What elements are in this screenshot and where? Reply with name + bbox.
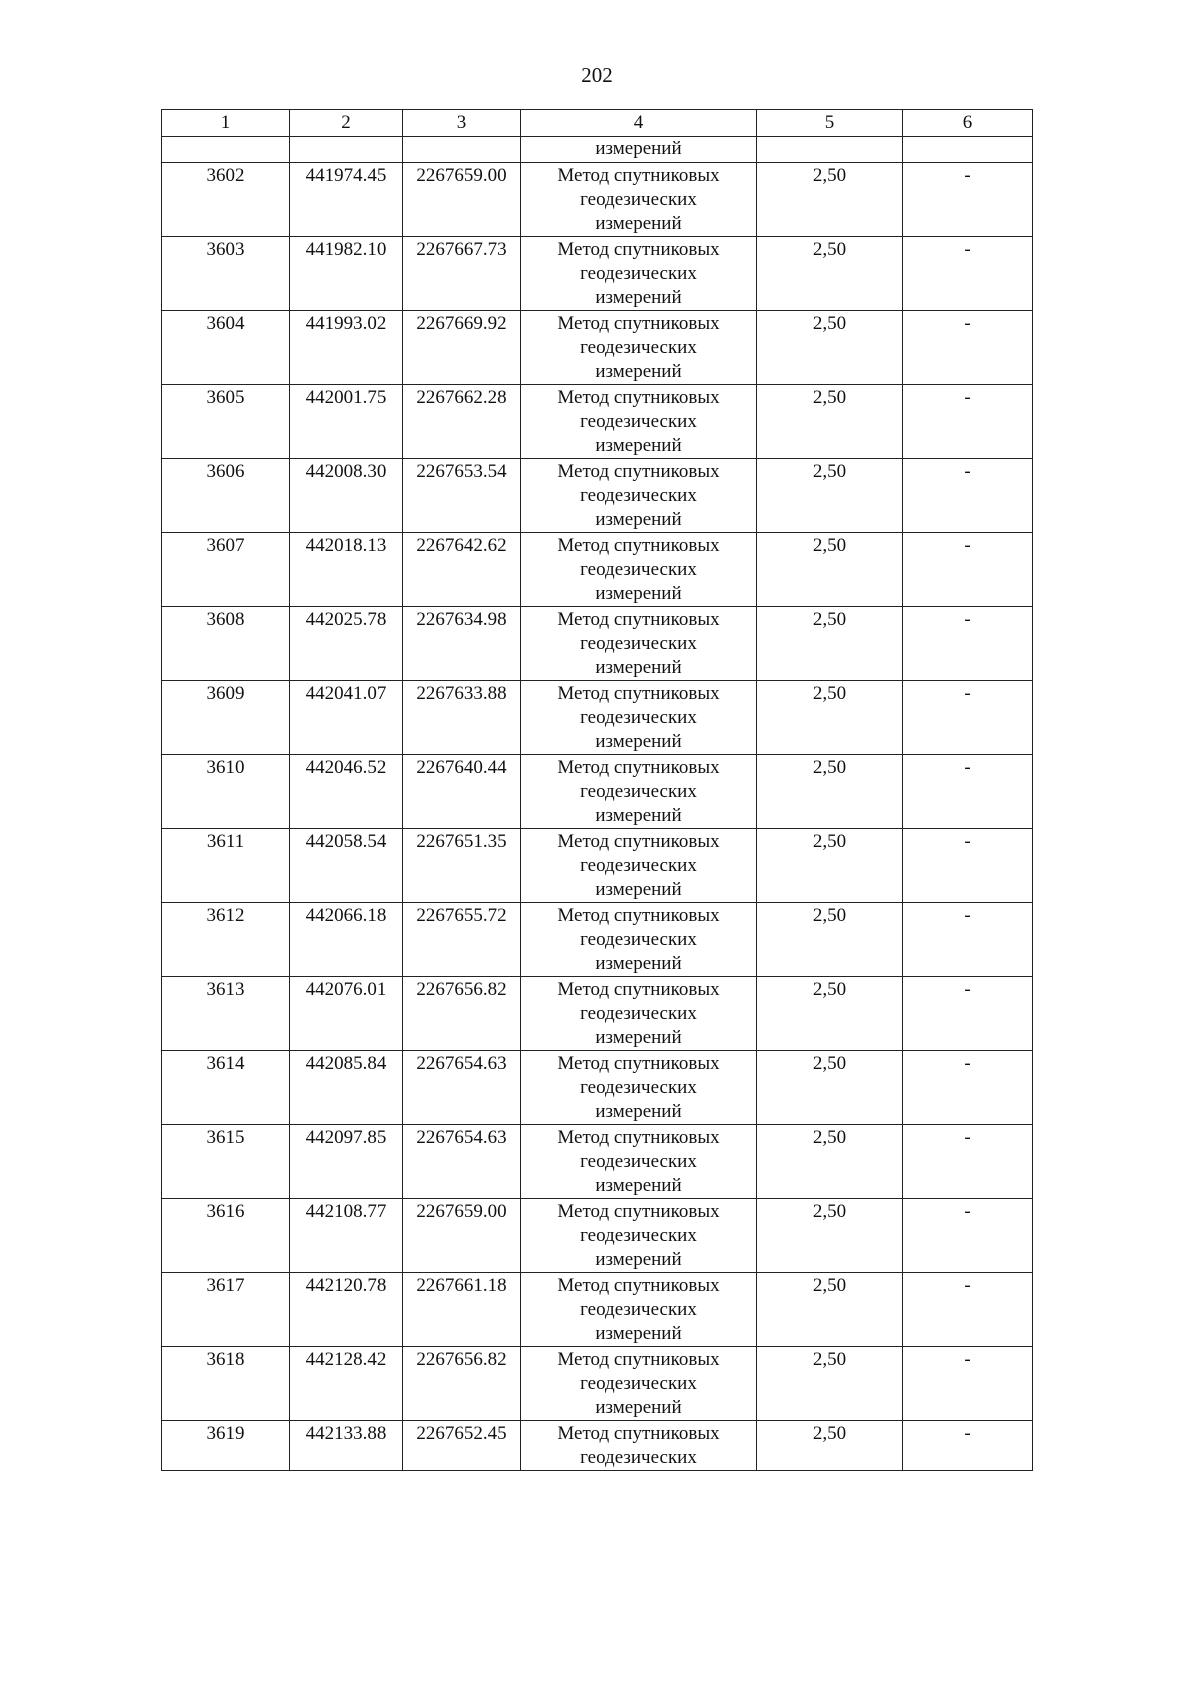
coordinates-table <box>161 109 1033 1471</box>
method-line: измерений <box>595 1101 682 1122</box>
note-cell: - <box>903 977 1033 1051</box>
note-cell: - <box>903 385 1033 459</box>
method-cell <box>521 533 757 607</box>
note-cell: - <box>903 163 1033 237</box>
accuracy-cell: 2,50 <box>757 607 903 681</box>
table-row <box>162 1199 1033 1273</box>
method-cell <box>521 1199 757 1273</box>
y-coordinate-cell: 2267656.82 <box>403 977 521 1051</box>
accuracy-cell: 2,50 <box>757 237 903 311</box>
method-line: геодезических <box>580 485 697 506</box>
column-header-4: 4 <box>521 110 757 137</box>
method-line: Метод спутниковых <box>557 387 720 408</box>
accuracy-cell: 2,50 <box>757 681 903 755</box>
accuracy-cell: 2,50 <box>757 1347 903 1421</box>
method-line: измерений <box>595 657 682 678</box>
y-coordinate-cell: 2267652.45 <box>403 1421 521 1471</box>
method-line: геодезических <box>580 1151 697 1172</box>
table-row <box>162 459 1033 533</box>
note-cell: - <box>903 533 1033 607</box>
point-number-cell: 3612 <box>162 903 290 977</box>
x-coordinate-cell: 442066.18 <box>290 903 403 977</box>
y-coordinate-cell: 2267640.44 <box>403 755 521 829</box>
method-line: геодезических <box>580 633 697 654</box>
y-coordinate-cell: 2267654.63 <box>403 1051 521 1125</box>
method-cell <box>521 163 757 237</box>
method-cell <box>521 237 757 311</box>
x-coordinate-cell: 442041.07 <box>290 681 403 755</box>
method-line: геодезических <box>580 1447 697 1468</box>
table-row <box>162 163 1033 237</box>
point-number-cell: 3611 <box>162 829 290 903</box>
x-coordinate-cell: 442108.77 <box>290 1199 403 1273</box>
y-coordinate-cell: 2267669.92 <box>403 311 521 385</box>
y-coordinate-cell: 2267633.88 <box>403 681 521 755</box>
accuracy-cell: 2,50 <box>757 533 903 607</box>
method-line: геодезических <box>580 1225 697 1246</box>
y-coordinate-cell: 2267659.00 <box>403 163 521 237</box>
method-line: геодезических <box>580 263 697 284</box>
accuracy-cell: 2,50 <box>757 1125 903 1199</box>
y-coordinate-cell: 2267653.54 <box>403 459 521 533</box>
method-line: Метод спутниковых <box>557 609 720 630</box>
continuation-row <box>162 137 1033 163</box>
method-cell <box>521 385 757 459</box>
method-line: геодезических <box>580 559 697 580</box>
note-cell: - <box>903 1347 1033 1421</box>
table-row <box>162 385 1033 459</box>
table-row <box>162 237 1033 311</box>
method-line: Метод спутниковых <box>557 905 720 926</box>
accuracy-cell: 2,50 <box>757 755 903 829</box>
accuracy-cell: 2,50 <box>757 977 903 1051</box>
x-coordinate-cell: 442025.78 <box>290 607 403 681</box>
method-line: измерений <box>595 1175 682 1196</box>
x-coordinate-cell: 442008.30 <box>290 459 403 533</box>
continuation-num-cell <box>162 137 290 163</box>
table-row <box>162 1273 1033 1347</box>
accuracy-cell: 2,50 <box>757 1051 903 1125</box>
note-cell: - <box>903 755 1033 829</box>
continuation-method-cell: измерений <box>521 137 757 163</box>
method-line: Метод спутниковых <box>557 239 720 260</box>
method-line: геодезических <box>580 1003 697 1024</box>
point-number-cell: 3614 <box>162 1051 290 1125</box>
point-number-cell: 3604 <box>162 311 290 385</box>
method-line: Метод спутниковых <box>557 165 720 186</box>
y-coordinate-cell: 2267656.82 <box>403 1347 521 1421</box>
accuracy-cell: 2,50 <box>757 385 903 459</box>
point-number-cell: 3613 <box>162 977 290 1051</box>
method-line: измерений <box>595 509 682 530</box>
point-number-cell: 3606 <box>162 459 290 533</box>
note-cell: - <box>903 1199 1033 1273</box>
method-cell <box>521 755 757 829</box>
method-cell <box>521 1347 757 1421</box>
table-row <box>162 533 1033 607</box>
method-cell <box>521 1421 757 1471</box>
method-line: геодезических <box>580 337 697 358</box>
note-cell: - <box>903 459 1033 533</box>
method-line: Метод спутниковых <box>557 831 720 852</box>
table-row <box>162 903 1033 977</box>
method-line: измерений <box>595 287 682 308</box>
method-cell <box>521 607 757 681</box>
accuracy-cell: 2,50 <box>757 829 903 903</box>
y-coordinate-cell: 2267651.35 <box>403 829 521 903</box>
column-header-5: 5 <box>757 110 903 137</box>
table-row <box>162 311 1033 385</box>
x-coordinate-cell: 442133.88 <box>290 1421 403 1471</box>
method-cell <box>521 977 757 1051</box>
table-row <box>162 607 1033 681</box>
table-row <box>162 977 1033 1051</box>
method-line: геодезических <box>580 1077 697 1098</box>
method-line: измерений <box>595 583 682 604</box>
continuation-x-cell <box>290 137 403 163</box>
method-cell <box>521 1273 757 1347</box>
y-coordinate-cell: 2267642.62 <box>403 533 521 607</box>
point-number-cell: 3609 <box>162 681 290 755</box>
method-line: геодезических <box>580 1373 697 1394</box>
note-cell: - <box>903 607 1033 681</box>
table-row <box>162 1421 1033 1471</box>
method-line: геодезических <box>580 929 697 950</box>
x-coordinate-cell: 442018.13 <box>290 533 403 607</box>
method-line: Метод спутниковых <box>557 757 720 778</box>
table-row <box>162 1051 1033 1125</box>
table-header-row <box>162 110 1033 137</box>
method-line: Метод спутниковых <box>557 461 720 482</box>
note-cell: - <box>903 681 1033 755</box>
point-number-cell: 3616 <box>162 1199 290 1273</box>
y-coordinate-cell: 2267659.00 <box>403 1199 521 1273</box>
point-number-cell: 3619 <box>162 1421 290 1471</box>
method-line: Метод спутниковых <box>557 313 720 334</box>
method-line: измерений <box>595 731 682 752</box>
method-line: измерений <box>595 1249 682 1270</box>
table-row <box>162 1125 1033 1199</box>
method-line: измерений <box>595 953 682 974</box>
accuracy-cell: 2,50 <box>757 1421 903 1471</box>
x-coordinate-cell: 442046.52 <box>290 755 403 829</box>
method-line: измерений <box>595 361 682 382</box>
x-coordinate-cell: 442058.54 <box>290 829 403 903</box>
accuracy-cell: 2,50 <box>757 459 903 533</box>
point-number-cell: 3608 <box>162 607 290 681</box>
method-cell <box>521 681 757 755</box>
method-cell <box>521 459 757 533</box>
column-header-1: 1 <box>162 110 290 137</box>
continuation-y-cell <box>403 137 521 163</box>
y-coordinate-cell: 2267661.18 <box>403 1273 521 1347</box>
method-line: измерений <box>595 1323 682 1344</box>
method-line: Метод спутниковых <box>557 1423 720 1444</box>
method-line: Метод спутниковых <box>557 1053 720 1074</box>
method-cell <box>521 311 757 385</box>
note-cell: - <box>903 1273 1033 1347</box>
table-row <box>162 681 1033 755</box>
column-header-3: 3 <box>403 110 521 137</box>
point-number-cell: 3618 <box>162 1347 290 1421</box>
method-line: Метод спутниковых <box>557 1127 720 1148</box>
x-coordinate-cell: 442001.75 <box>290 385 403 459</box>
accuracy-cell: 2,50 <box>757 1273 903 1347</box>
method-cell <box>521 1125 757 1199</box>
note-cell: - <box>903 311 1033 385</box>
accuracy-cell: 2,50 <box>757 1199 903 1273</box>
method-line: измерений <box>595 805 682 826</box>
x-coordinate-cell: 442128.42 <box>290 1347 403 1421</box>
method-line: Метод спутниковых <box>557 1275 720 1296</box>
column-header-2: 2 <box>290 110 403 137</box>
x-coordinate-cell: 442097.85 <box>290 1125 403 1199</box>
point-number-cell: 3603 <box>162 237 290 311</box>
method-cell <box>521 1051 757 1125</box>
y-coordinate-cell: 2267634.98 <box>403 607 521 681</box>
method-line: измерений <box>595 879 682 900</box>
method-line: измерений <box>595 435 682 456</box>
method-line: Метод спутниковых <box>557 535 720 556</box>
method-line: измерений <box>595 213 682 234</box>
x-coordinate-cell: 441982.10 <box>290 237 403 311</box>
method-line: Метод спутниковых <box>557 1349 720 1370</box>
continuation-note-cell <box>903 137 1033 163</box>
note-cell: - <box>903 237 1033 311</box>
method-line: геодезических <box>580 855 697 876</box>
point-number-cell: 3610 <box>162 755 290 829</box>
accuracy-cell: 2,50 <box>757 903 903 977</box>
note-cell: - <box>903 829 1033 903</box>
y-coordinate-cell: 2267654.63 <box>403 1125 521 1199</box>
point-number-cell: 3605 <box>162 385 290 459</box>
table-row <box>162 755 1033 829</box>
column-header-6: 6 <box>903 110 1033 137</box>
method-line: измерений <box>595 1027 682 1048</box>
method-line: измерений <box>595 1397 682 1418</box>
method-line: геодезических <box>580 189 697 210</box>
x-coordinate-cell: 441974.45 <box>290 163 403 237</box>
method-line: Метод спутниковых <box>557 1201 720 1222</box>
y-coordinate-cell: 2267655.72 <box>403 903 521 977</box>
method-line: геодезических <box>580 411 697 432</box>
method-line: геодезических <box>580 1299 697 1320</box>
note-cell: - <box>903 1125 1033 1199</box>
x-coordinate-cell: 441993.02 <box>290 311 403 385</box>
x-coordinate-cell: 442120.78 <box>290 1273 403 1347</box>
x-coordinate-cell: 442076.01 <box>290 977 403 1051</box>
table-row <box>162 829 1033 903</box>
method-cell <box>521 903 757 977</box>
method-line: геодезических <box>580 781 697 802</box>
table-row <box>162 1347 1033 1421</box>
y-coordinate-cell: 2267667.73 <box>403 237 521 311</box>
y-coordinate-cell: 2267662.28 <box>403 385 521 459</box>
note-cell: - <box>903 903 1033 977</box>
x-coordinate-cell: 442085.84 <box>290 1051 403 1125</box>
method-line: Метод спутниковых <box>557 683 720 704</box>
point-number-cell: 3615 <box>162 1125 290 1199</box>
method-cell <box>521 829 757 903</box>
page-number: 202 <box>581 63 613 87</box>
method-line: Метод спутниковых <box>557 979 720 1000</box>
continuation-accuracy-cell <box>757 137 903 163</box>
point-number-cell: 3617 <box>162 1273 290 1347</box>
point-number-cell: 3602 <box>162 163 290 237</box>
method-line: геодезических <box>580 707 697 728</box>
point-number-cell: 3607 <box>162 533 290 607</box>
accuracy-cell: 2,50 <box>757 163 903 237</box>
note-cell: - <box>903 1421 1033 1471</box>
note-cell: - <box>903 1051 1033 1125</box>
accuracy-cell: 2,50 <box>757 311 903 385</box>
table-body <box>162 110 1033 1471</box>
